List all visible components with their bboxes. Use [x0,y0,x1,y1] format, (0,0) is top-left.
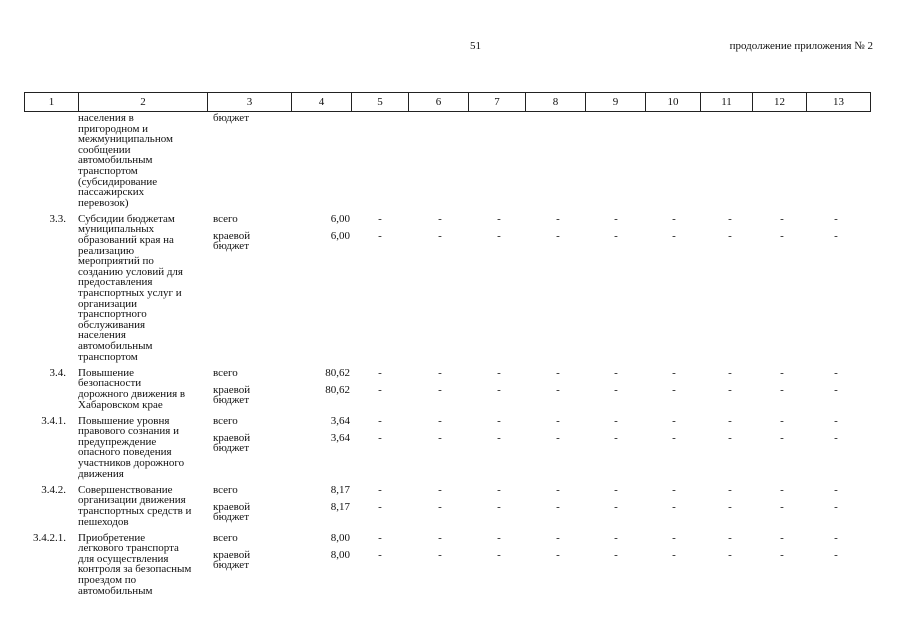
amount-value: 6,00 [330,229,350,242]
dash-column [725,416,735,461]
row-name-line: Повышение уровня [78,414,170,427]
dash-column [494,214,504,259]
empty-value: - [378,483,382,496]
row-number: 3.4.2. [41,483,66,496]
empty-value: - [834,212,838,225]
empty-value: - [497,212,501,225]
dash-column [725,368,735,413]
funding-source-item [213,385,293,406]
funding-source-line: всего [213,414,238,427]
row-name-line: правового сознания и [78,425,179,438]
row-name-line: Совершенствование [78,483,173,496]
dash-column [831,485,841,530]
dash-column [553,368,563,413]
empty-value: - [728,548,732,561]
empty-value: - [780,414,784,427]
empty-value: - [378,229,382,242]
amount-value: 80,62 [325,383,350,396]
header-cell: 6 [409,93,469,112]
empty-value: - [780,366,784,379]
funding-source-item [213,502,293,523]
empty-value: - [438,431,442,444]
header-cell: 10 [646,93,701,112]
empty-value: - [556,212,560,225]
funding-source-item [213,113,293,124]
row-name-line: транспортных услуг и [78,287,182,300]
funding-source-line: бюджет [213,240,249,253]
empty-value: - [834,483,838,496]
row-name-line: пешеходов [78,515,129,528]
funding-source-line: бюджет [213,112,249,124]
row-number: 3.4. [49,366,66,379]
empty-value: - [378,212,382,225]
header-cell: 12 [753,93,807,112]
empty-value: - [614,531,618,544]
funding-source-line: всего [213,483,238,496]
empty-value: - [780,548,784,561]
empty-value: - [497,366,501,379]
empty-value: - [378,414,382,427]
empty-value: - [614,229,618,242]
empty-value: - [780,383,784,396]
empty-value: - [614,500,618,513]
empty-value: - [378,531,382,544]
empty-value: - [438,366,442,379]
row-name [78,533,212,597]
amount-value: 8,00 [330,531,350,544]
empty-value: - [614,548,618,561]
empty-value: - [780,483,784,496]
dash-column [725,485,735,530]
row-name-line: автомобильным [78,584,153,597]
row-name-line: легкового транспорта [78,542,179,555]
funding-source [213,416,293,461]
empty-value: - [672,500,676,513]
dash-column [725,533,735,578]
funding-source-item [213,433,293,454]
amount-values [294,533,350,578]
header-cell: 3 [208,93,292,112]
row-name-line: предупреждение [78,435,157,448]
funding-source [213,214,293,259]
amount-value: 6,00 [330,212,350,225]
amount-values [294,368,350,413]
row-name-line: транспортного [78,308,147,321]
empty-value: - [672,548,676,561]
empty-value: - [672,414,676,427]
row-name-line: участников дорожного [78,457,185,470]
dash-column [777,485,787,530]
empty-value: - [728,500,732,513]
header-row [25,93,871,112]
empty-value: - [834,229,838,242]
dash-column [611,485,621,530]
dash-column [831,533,841,578]
empty-value: - [834,548,838,561]
empty-value: - [672,212,676,225]
empty-value: - [497,229,501,242]
dash-column [777,368,787,413]
empty-value: - [672,366,676,379]
row-name-line: пассажирских [78,186,145,199]
row-name [78,214,212,362]
empty-value: - [497,548,501,561]
empty-value: - [438,414,442,427]
dash-column [669,416,679,461]
empty-value: - [438,483,442,496]
row-name [78,368,212,410]
empty-value: - [728,212,732,225]
row-name-line: пригородном и [78,122,149,135]
empty-value: - [614,431,618,444]
empty-value: - [834,383,838,396]
dash-column [777,214,787,259]
row-name [78,416,212,480]
dash-column [494,416,504,461]
row-name-line: проездом по [78,574,137,587]
dash-column [669,368,679,413]
funding-source-line: краевой [213,229,251,242]
row-name-line: транспортом [78,164,138,177]
funding-source [213,533,293,578]
empty-value: - [672,431,676,444]
dash-column [553,533,563,578]
empty-value: - [438,383,442,396]
row-name-line: населения в [78,112,134,124]
funding-source-line: краевой [213,500,251,513]
empty-value: - [497,383,501,396]
dash-column [669,214,679,259]
row-number: 3.4.2.1. [33,531,66,544]
empty-value: - [378,500,382,513]
amount-values [294,416,350,461]
dash-column [375,416,385,461]
empty-value: - [378,366,382,379]
empty-value: - [780,531,784,544]
empty-value: - [556,431,560,444]
funding-source-item [213,368,293,379]
row-name-line: Хабаровском крае [78,398,163,411]
dash-column [494,485,504,530]
empty-value: - [556,531,560,544]
dash-column [553,416,563,461]
empty-value: - [728,229,732,242]
row-name-line: организации движения [78,494,186,507]
empty-value: - [497,500,501,513]
row-name-line: транспортом [78,350,138,363]
header-cell: 9 [586,93,646,112]
dash-column [435,368,445,413]
row-name-line: движения [78,467,124,480]
row-name-line: Повышение [78,366,135,379]
header-cell: 11 [701,93,753,112]
empty-value: - [556,383,560,396]
funding-source [213,113,293,130]
funding-source-item [213,214,293,225]
dash-column [669,485,679,530]
row-name-line: контроля за безопасным [78,563,192,576]
row-name-line: опасного поведения [78,446,172,459]
empty-value: - [378,383,382,396]
row-name-line: межмуниципальном [78,133,173,146]
column-header-table [24,92,871,112]
row-name-line: (субсидирование [78,175,158,188]
dash-column [435,214,445,259]
dash-column [494,533,504,578]
header-cell: 4 [292,93,352,112]
funding-source-item [213,533,293,544]
amount-value: 80,62 [325,366,350,379]
empty-value: - [834,531,838,544]
row-name-line: реализацию [78,244,135,257]
dash-column [831,368,841,413]
row-name-line: населения [78,329,126,342]
dash-column [611,533,621,578]
header-cell: 5 [352,93,409,112]
row-name-line: безопасности [78,377,142,390]
row-name-line: образований края на [78,234,174,247]
funding-source-line: всего [213,531,238,544]
row-name-line: мероприятий по [78,255,154,268]
empty-value: - [556,414,560,427]
empty-value: - [556,500,560,513]
funding-source-line: краевой [213,383,251,396]
empty-value: - [728,383,732,396]
row-number: 3.4.1. [41,414,66,427]
empty-value: - [672,229,676,242]
row-name-line: перевозок) [78,196,129,209]
funding-source-line: бюджет [213,559,249,572]
empty-value: - [497,431,501,444]
empty-value: - [378,431,382,444]
empty-value: - [497,531,501,544]
amount-value: 8,17 [330,483,350,496]
row-name [78,485,212,527]
empty-value: - [438,531,442,544]
dash-column [375,485,385,530]
amount-value: 8,17 [330,500,350,513]
row-name-line: созданию условий для [78,265,183,278]
row-name-line: организации [78,297,138,310]
funding-source-item [213,231,293,252]
amount-values [294,214,350,259]
funding-source-item [213,416,293,427]
funding-source-line: краевой [213,431,251,444]
amount-values [294,485,350,530]
empty-value: - [556,483,560,496]
header-cell: 7 [469,93,526,112]
empty-value: - [728,366,732,379]
empty-value: - [438,212,442,225]
dash-column [777,416,787,461]
dash-column [553,485,563,530]
empty-value: - [556,548,560,561]
empty-value: - [834,500,838,513]
empty-value: - [728,414,732,427]
funding-source-line: бюджет [213,442,249,455]
empty-value: - [728,531,732,544]
empty-value: - [728,431,732,444]
row-name-line: дорожного движения в [78,387,186,400]
funding-source-line: бюджет [213,394,249,407]
empty-value: - [614,383,618,396]
empty-value: - [556,229,560,242]
dash-column [831,214,841,259]
empty-value: - [438,548,442,561]
empty-value: - [672,483,676,496]
amount-value: 3,64 [330,414,350,427]
row-name-line: для осуществления [78,552,169,565]
dash-column [831,416,841,461]
dash-column [777,533,787,578]
funding-source-item [213,550,293,571]
empty-value: - [614,212,618,225]
empty-value: - [780,500,784,513]
empty-value: - [438,229,442,242]
empty-value: - [497,414,501,427]
dash-column [553,214,563,259]
page-number: 51 [470,40,481,52]
dash-column [611,368,621,413]
dash-column [725,214,735,259]
row-name-line: транспортных средств и [78,504,192,517]
empty-value: - [438,500,442,513]
row-name-line: автомобильным [78,154,153,167]
dash-column [611,214,621,259]
row-name-line: муниципальных [78,223,155,236]
funding-source [213,485,293,530]
row-name-line: Приобретение [78,531,146,544]
header-cell: 1 [25,93,79,112]
header-cell: 2 [79,93,208,112]
row-number: 3.3. [49,212,66,225]
empty-value: - [780,431,784,444]
empty-value: - [378,548,382,561]
header-cell: 8 [526,93,586,112]
dash-column [435,485,445,530]
row-name-line: автомобильным [78,340,153,353]
funding-source-line: краевой [213,548,251,561]
empty-value: - [614,414,618,427]
row-name-line: сообщении [78,143,131,156]
row-name-line: Субсидии бюджетам [78,212,175,225]
empty-value: - [834,366,838,379]
dash-column [435,533,445,578]
dash-column [375,533,385,578]
funding-source-line: всего [213,212,238,225]
continuation-note: продолжение приложения № 2 [729,40,873,52]
funding-source-item [213,485,293,496]
row-name-line: обслуживания [78,318,146,331]
dash-column [375,368,385,413]
funding-source-line: бюджет [213,511,249,524]
row-name [78,113,212,208]
funding-source-line: всего [213,366,238,379]
empty-value: - [497,483,501,496]
dash-column [669,533,679,578]
empty-value: - [728,483,732,496]
amount-value: 3,64 [330,431,350,444]
funding-source [213,368,293,413]
row-name-line: предоставления [78,276,153,289]
empty-value: - [672,531,676,544]
dash-column [494,368,504,413]
amount-value: 8,00 [330,548,350,561]
empty-value: - [614,483,618,496]
empty-value: - [672,383,676,396]
empty-value: - [556,366,560,379]
empty-value: - [614,366,618,379]
header-cell: 13 [807,93,871,112]
empty-value: - [780,212,784,225]
empty-value: - [834,431,838,444]
dash-column [611,416,621,461]
empty-value: - [780,229,784,242]
dash-column [375,214,385,259]
empty-value: - [834,414,838,427]
dash-column [435,416,445,461]
